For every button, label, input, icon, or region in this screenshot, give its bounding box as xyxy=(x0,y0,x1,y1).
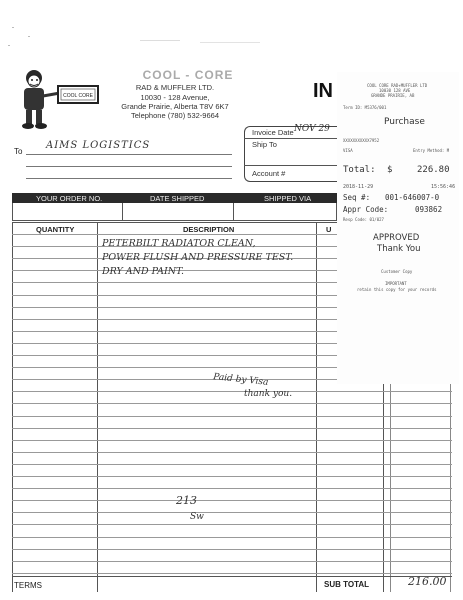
table-row xyxy=(12,537,452,538)
table-row xyxy=(12,391,452,392)
description-line: POWER FLUSH AND PRESSURE TEST. xyxy=(102,252,294,263)
your-order-label: YOUR ORDER NO. xyxy=(36,194,103,203)
table-row xyxy=(12,307,337,308)
scan-speck xyxy=(200,42,260,43)
invoice-box-rule xyxy=(244,138,344,139)
scrawl-number: 213 xyxy=(176,494,197,507)
table-row xyxy=(12,452,452,453)
table-row xyxy=(12,282,337,283)
receipt-entry-method: Entry Method: M xyxy=(413,148,450,153)
scan-speck xyxy=(140,40,180,41)
description-line: PETERBILT RADIATOR CLEAN, xyxy=(102,238,256,249)
logo-text: COOL CORE xyxy=(63,93,93,99)
table-row xyxy=(12,524,452,525)
receipt-appr-label: Appr Code: xyxy=(343,205,389,214)
to-rule xyxy=(26,166,232,167)
to-rule xyxy=(26,178,232,179)
receipt-merchant: COOL CORE RAD+MUFFLER LTD xyxy=(367,83,428,88)
table-row xyxy=(12,440,452,441)
table-row xyxy=(12,416,452,417)
invoice-date-value: NOV 29 xyxy=(294,124,330,134)
table-row xyxy=(12,295,337,296)
company-phone: Telephone (780) 532-9664 xyxy=(131,111,219,120)
quantity-header: QUANTITY xyxy=(36,225,75,234)
order-divider xyxy=(122,203,123,221)
receipt-currency: $ xyxy=(387,165,393,175)
paid-note: Paid by Visa xyxy=(212,372,269,388)
subtotal-value: 216.00 xyxy=(408,575,447,588)
receipt-card-brand: VISA xyxy=(343,148,353,153)
receipt-appr-value: 093862 xyxy=(415,205,443,214)
mascot-logo xyxy=(10,66,100,132)
company-subname: RAD & MUFFLER LTD. xyxy=(135,83,215,92)
invoice-box-rule xyxy=(244,165,344,166)
description-line: DRY AND PAINT. xyxy=(102,266,184,277)
thank-you-note: thank you. xyxy=(244,389,293,399)
table-row xyxy=(12,428,452,429)
company-address: 10030 - 128 Avenue, xyxy=(140,93,210,102)
table-row xyxy=(12,573,452,574)
scan-speck xyxy=(12,27,14,28)
scan-speck xyxy=(28,36,30,37)
receipt-seq-label: Seq #: xyxy=(343,193,371,202)
table-row xyxy=(12,476,452,477)
receipt-customer-copy: Customer Copy xyxy=(381,269,413,274)
customer-name: AIMS LOGISTICS xyxy=(46,140,151,151)
invoice-date-label: Invoice Date xyxy=(252,128,294,137)
terms-label: TERMS xyxy=(14,581,42,590)
ship-to-label: Ship To xyxy=(252,140,277,149)
footer-rule xyxy=(12,576,452,577)
receipt-type: Purchase xyxy=(384,117,425,127)
receipt-thank-you: Thank You xyxy=(377,244,421,254)
table-row xyxy=(12,488,452,489)
shipped-via-label: SHIPPED VIA xyxy=(264,194,312,203)
table-row xyxy=(12,512,452,513)
company-name: COOL - CORE xyxy=(142,68,234,82)
table-row xyxy=(12,464,452,465)
receipt-term-id: Term ID: M5376/001 xyxy=(343,105,387,110)
scrawl-initials: Sw xyxy=(190,512,204,522)
subtotal-label: SUB TOTAL xyxy=(324,580,370,589)
receipt-approved: APPROVED xyxy=(373,233,420,243)
date-shipped-label: DATE SHIPPED xyxy=(150,194,205,203)
invoice-title: IN xyxy=(313,80,333,102)
receipt-total-value: 226.80 xyxy=(417,165,450,175)
receipt-time: 15:56:46 xyxy=(431,184,456,190)
unit-price-header: U xyxy=(326,225,332,234)
receipt-address: 10030 128 AVE xyxy=(379,88,411,93)
to-label: To xyxy=(14,147,23,156)
description-header: DESCRIPTION xyxy=(183,225,235,234)
receipt-resp-code: Resp Code: 01/027 xyxy=(343,217,384,222)
receipt-city: GRANDE PRAIRIE, AB xyxy=(371,93,415,98)
scan-speck xyxy=(8,45,10,46)
receipt-date: 2018-11-29 xyxy=(343,184,374,190)
payment-receipt xyxy=(337,72,459,384)
to-rule xyxy=(26,154,232,155)
table-row xyxy=(12,561,452,562)
order-row xyxy=(12,203,337,221)
receipt-card-number: XXXXXXXXXXX7952 xyxy=(343,138,380,143)
table-row xyxy=(12,549,452,550)
receipt-total-label: Total: xyxy=(343,165,376,175)
table-row xyxy=(12,500,452,501)
order-divider xyxy=(233,203,234,221)
receipt-retain-line: retain this copy for your records xyxy=(357,287,437,292)
account-label: Account # xyxy=(252,169,286,178)
table-row xyxy=(12,403,452,404)
table-row xyxy=(12,234,337,235)
company-city: Grande Prairie, Alberta T8V 6K7 xyxy=(121,102,229,111)
receipt-seq-value: 001-646007-0 xyxy=(385,193,440,202)
table-row xyxy=(12,319,337,320)
receipt-important: IMPORTANT xyxy=(385,281,407,286)
